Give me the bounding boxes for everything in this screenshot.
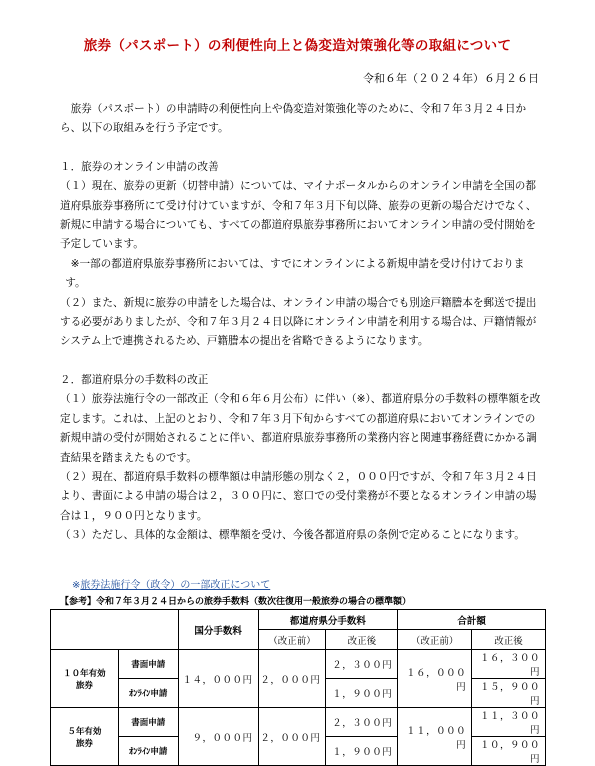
section2-paragraph-3: （３）ただし、具体的な金額は、標準額を受け、今後各都道府県の条例で定めることになります。 (60, 529, 525, 542)
row-label-5yr (51, 708, 119, 766)
intro-paragraph: 旅券（パスポート）の申請時の利便性向上や偽変造対策強化等のために、令和７年３月２４日から、以下の取組みを行う予定です。 (60, 103, 527, 135)
table-header-row (51, 610, 546, 630)
pref-before-5yr: ２，０００円 (258, 708, 326, 766)
header-prefectural: 都道府県分手数料 (258, 610, 398, 630)
section1-paragraph-1: （１）現在、旅券の更新（切替申請）については、マイナポータルからのオンライン申請を全国の都道府県旅券事務所にて受け付けていますが、令和７年３月下旬以降、旅券の更新の場合だけでなく、新規に申請する場合についても、すべての都道府県旅券事務所においてオンライン申請の受付開始を予定しています。 (60, 180, 537, 251)
table-caption: 【参考】令和７年３月２４日からの旅券手数料（数次往復用一般旅券の場合の標準額） (60, 597, 412, 607)
section2-heading: ２．都道府県分の手数料の改正 (60, 373, 209, 386)
total-online-5yr: １０，９００円 (472, 737, 546, 766)
row-label-line2: 旅券 (75, 738, 93, 749)
total-written-10yr: １６，３００円 (472, 650, 546, 679)
section1-paragraph-2: （２）また、新規に旅券の申請をした場合は、オンライン申請の場合でも別途戸籍謄本を郵送で提出する必要がありましたが、令和７年３月２４日以降にオンライン申請を利用する場合は、戸籍情報がシステム上で連携されるため、戸籍謄本の提出を省略できるようになります。 (60, 296, 537, 348)
national-fee-5yr: ９，０００円 (178, 708, 258, 766)
document-date: 令和６年（２０２４年）６月２６日 (363, 72, 539, 85)
document-title: 旅券（パスポート）の利便性向上と偽変造対策強化等の取組について (83, 38, 512, 54)
pref-online-10yr: １，９００円 (326, 679, 398, 708)
method-written: 書面申請 (118, 708, 178, 737)
total-before-5yr: １１，０００円 (398, 708, 472, 766)
section2-paragraph-2: （２）現在、都道府県手数料の標準額は申請形態の別なく２，０００円ですが、令和７年３月２４日より、書面による申請の場合は２，３００円に、窓口での受付業務が不要となるオンライン申請の場合は１，９００円となります。 (60, 470, 537, 522)
table-row (51, 708, 546, 737)
row-label-line1: １０年有効 (63, 668, 106, 679)
row-label-line1: ５年有効 (67, 726, 102, 737)
method-online: ｵﾝﾗｲﾝ申請 (118, 679, 178, 708)
pref-before-10yr: ２，０００円 (258, 650, 326, 708)
pref-online-5yr: １，９００円 (326, 737, 398, 766)
national-fee-10yr: １４，０００円 (178, 650, 258, 708)
fee-table (50, 609, 546, 766)
row-label-line2: 旅券 (75, 680, 93, 691)
method-online: ｵﾝﾗｲﾝ申請 (118, 737, 178, 766)
table-row (51, 650, 546, 679)
row-label-10yr (51, 650, 119, 708)
section2-paragraph-1: （１）旅券法施行令の一部改正（令和６年６月公布）に伴い（※）、都道府県分の手数料の標準額を改定します。これは、上記のとおり、令和７年３月下旬からすべての都道府県においてオンラインでの新規申請の受付が開始されることに伴い、都道府県旅券事務所の業務内容と関連事務経費にかかる調査結果を踏まえたものです。 (60, 393, 541, 464)
ordinance-amendment-link[interactable]: 旅券法施行令（政令）の一部改正について (80, 580, 271, 591)
header-total: 合計額 (398, 610, 546, 630)
header-national: 国分手数料 (178, 610, 258, 650)
reference-notice (72, 576, 270, 591)
header-total-before: （改正前） (398, 630, 472, 650)
header-pref-before: （改正前） (258, 630, 326, 650)
pref-written-10yr: ２，３００円 (326, 650, 398, 679)
section1-note: ※一部の都道府県旅券事務所においては、すでにオンラインによる新規申請を受け付けております。 (65, 257, 525, 290)
notice-prefix: ※ (72, 580, 81, 591)
total-before-10yr: １６，０００円 (398, 650, 472, 708)
total-online-10yr: １５，９００円 (472, 679, 546, 708)
pref-written-5yr: ２，３００円 (326, 708, 398, 737)
document-body (60, 100, 542, 546)
total-written-5yr: １１，３００円 (472, 708, 546, 737)
header-total-after: 改正後 (472, 630, 546, 650)
header-pref-after: 改正後 (326, 630, 398, 650)
header-empty-cell (51, 610, 179, 650)
method-written: 書面申請 (118, 650, 178, 679)
section1-heading: １．旅券のオンライン申請の改善 (60, 160, 219, 173)
